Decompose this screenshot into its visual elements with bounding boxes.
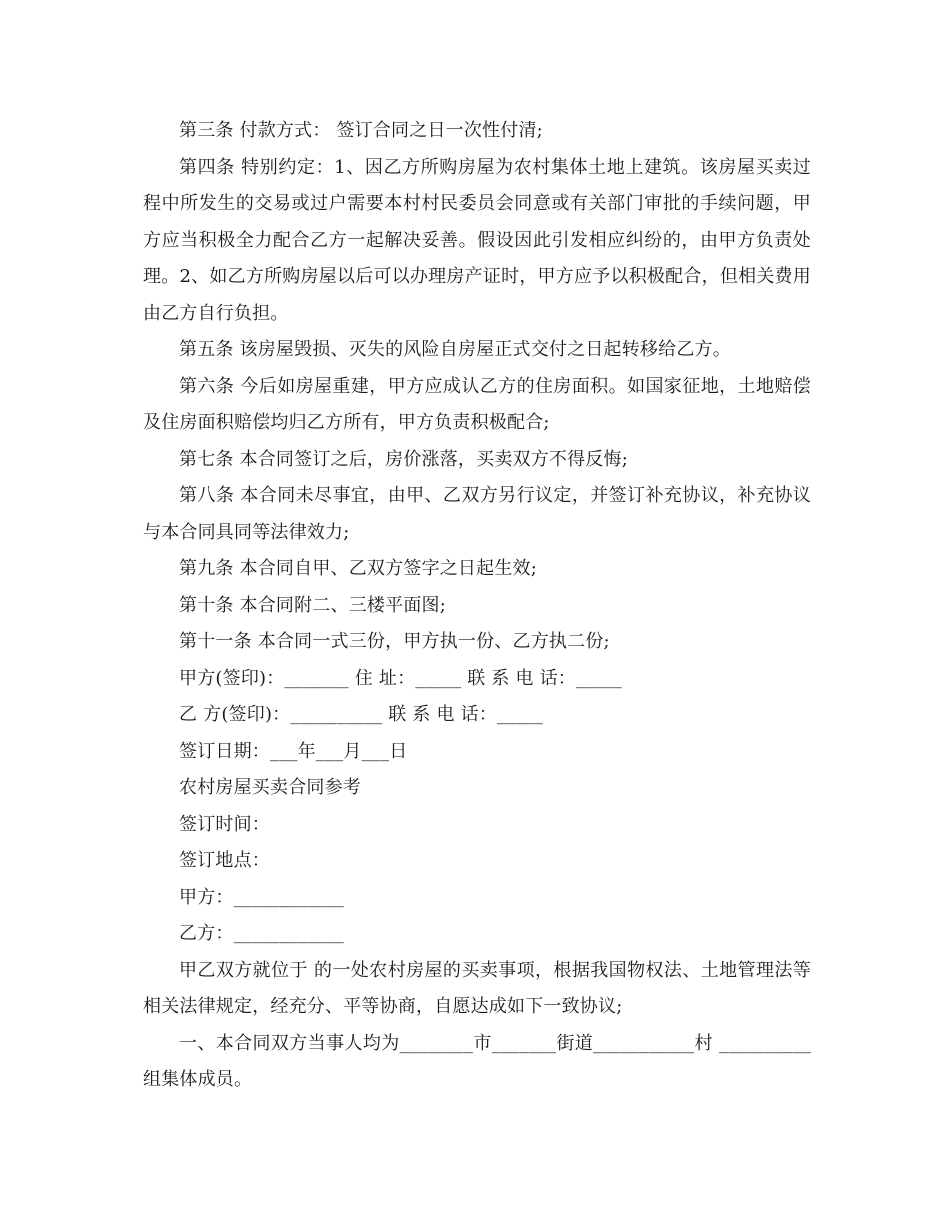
clause-5-risk-transfer: 第五条 该房屋毁损、灭失的风险自房屋正式交付之日起转移给乙方。 (179, 339, 731, 360)
party-a-line: 甲方：____________ (179, 886, 344, 908)
clause-11-copies: 第十一条 本合同一式三份，甲方执一份、乙方执二份; (179, 631, 610, 652)
signing-time-line: 签订时间： (179, 813, 270, 835)
preamble-paragraph: 甲乙双方就位于 的一处农村房屋的买卖事项，根据我国物权法、土地管理法等相关法律规定，经充分、平等协商，自愿达成如下一致协议; (143, 959, 811, 1017)
document-page (143, 113, 811, 1099)
party-a-signature-line: 甲方(签印)：_______ 住 址：_____ 联 系 电 话：_____ (179, 667, 622, 689)
clause-8-supplement: 第八条 本合同未尽事宜，由甲、乙双方另行议定，并签订补充协议，补充协议与本合同具同等法律效力; (143, 485, 811, 543)
signing-date-line: 签订日期：___年___月___日 (179, 740, 408, 762)
clause-4-special-terms: 第四条 特别约定：1、因乙方所购房屋为农村集体土地上建筑。该房屋买卖过程中所发生的交易或过户需要本村村民委员会同意或有关部门审批的手续问题，甲方应当积极全力配合乙方一起解决妥善。假设因此引发相应纠纷的，由甲方负责处理。2、如乙方所购房屋以后可以办理房产证时，甲方应予以积极配合，但相关费用由乙方自行负担。 (143, 156, 811, 324)
clause-9-effective: 第九条 本合同自甲、乙双方签字之日起生效; (179, 558, 537, 579)
clause-7-no-regret: 第七条 本合同签订之后，房价涨落，买卖双方不得反悔; (179, 448, 628, 470)
clause-10-attachment: 第十条 本合同附二、三楼平面图; (179, 594, 446, 616)
signing-place-line: 签订地点： (179, 850, 270, 871)
clause-6-rebuild: 第六条 今后如房屋重建，甲方应成认乙方的住房面积。如国家征地，土地赔偿及住房面积赔偿均归乙方所有，甲方负责积极配合; (143, 375, 811, 433)
party-b-signature-line: 乙 方(签印)：__________ 联 系 电 话：_____ (179, 704, 544, 725)
party-b-line: 乙方：____________ (179, 923, 344, 944)
clause-3-payment: 第三条 付款方式： 签订合同之日一次性付清; (179, 120, 543, 141)
article-1-paragraph: 一、本合同双方当事人均为________市_______街道___________村 __________组集体成员。 (143, 1032, 811, 1090)
section-heading: 农村房屋买卖合同参考 (179, 777, 361, 798)
